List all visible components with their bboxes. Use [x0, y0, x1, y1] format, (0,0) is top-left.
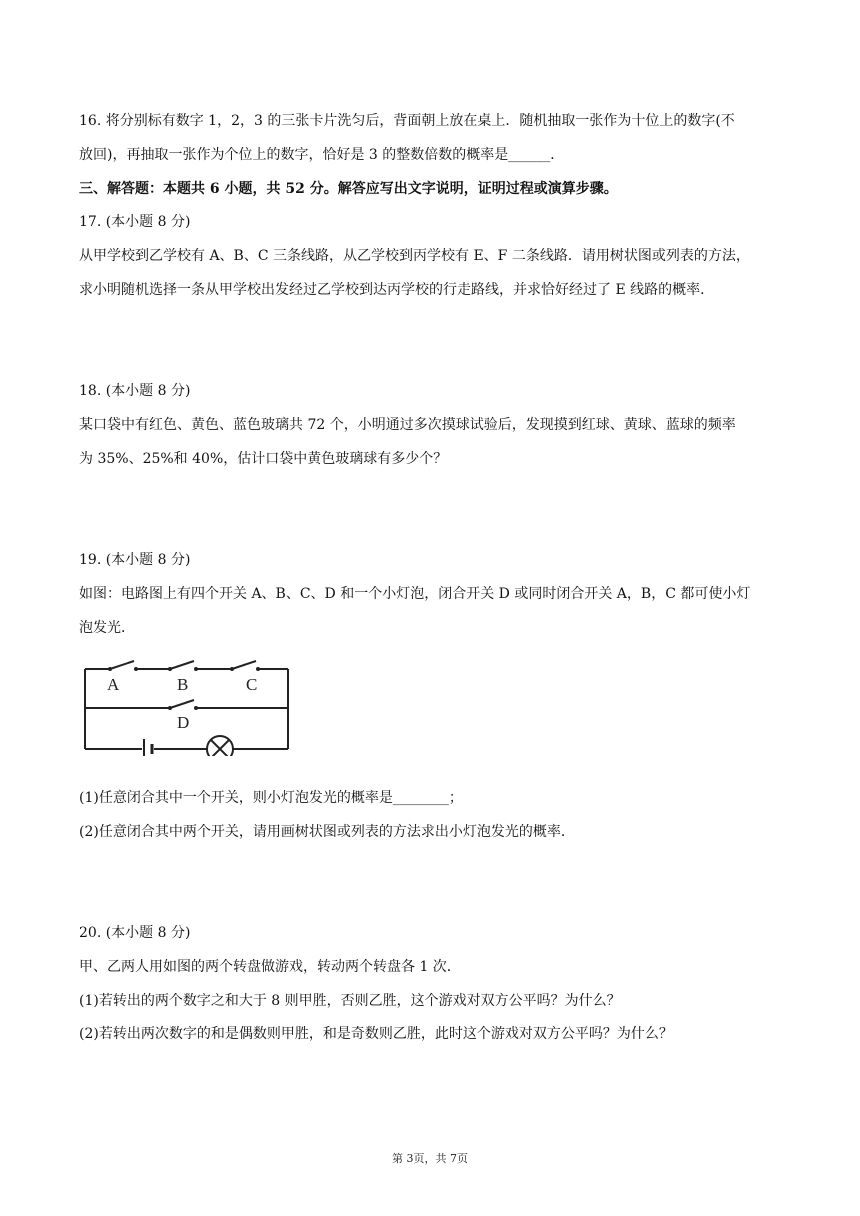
q20-sub-1: (1)若转出的两个数字之和大于 8 则甲胜，否则乙胜，这个游戏对双方公平吗？为什么？: [79, 993, 621, 1009]
switch-a-label: A: [107, 675, 120, 694]
q19-header: 19. (本小题 8 分): [79, 552, 191, 568]
q18-line-1: 某口袋中有红色、黄色、蓝色玻璃共 72 个，小明通过多次摸球试验后，发现摸到红球、黄球、蓝球的频率: [79, 417, 736, 433]
switch-d-label: D: [177, 713, 190, 732]
q16-line-1: 16. 将分别标有数字 1，2，3 的三张卡片洗匀后，背面朝上放在桌上．随机抽取一张作为十位上的数字(不: [79, 113, 735, 129]
q19-sub-2: (2)任意闭合其中两个开关，请用画树状图或列表的方法求出小灯泡发光的概率．: [79, 824, 575, 840]
q19-sub-1: (1)任意闭合其中一个开关，则小灯泡发光的概率是________；: [79, 790, 463, 806]
switch-a-blade: [110, 661, 134, 669]
switch-b-blade: [170, 661, 194, 669]
q20-header: 20. (本小题 8 分): [79, 925, 191, 941]
circuit-diagram: [76, 656, 296, 756]
page-footer: 第 3页，共 7页: [392, 1152, 468, 1165]
q17-line-1: 从甲学校到乙学校有 A、B、C 三条线路，从乙学校到丙学校有 E、F 二条线路．请用树状图或列表的方法，: [79, 248, 750, 264]
q19-line-1: 如图：电路图上有四个开关 A、B、C、D 和一个小灯泡，闭合开关 D 或同时闭合开关 A，B，C 都可使小灯: [79, 586, 751, 602]
switch-d-blade: [170, 700, 194, 708]
q18-line-2: 为 35%、25%和 40%，估计口袋中黄色玻璃球有多少个？: [79, 451, 448, 467]
q16-line-2: 放回)，再抽取一张作为个位上的数字，恰好是 3 的整数倍数的概率是______．: [79, 147, 565, 163]
battery-symbol: [144, 739, 152, 756]
q19-line-2: 泡发光．: [79, 620, 135, 636]
switch-c-blade: [232, 661, 256, 669]
q20-line-1: 甲、乙两人用如图的两个转盘做游戏，转动两个转盘各 1 次．: [79, 959, 461, 975]
q17-header: 17. (本小题 8 分): [79, 214, 191, 230]
lamp-symbol: [207, 736, 233, 756]
q17-line-2: 求小明随机选择一条从甲学校出发经过乙学校到达丙学校的行走路线，并求恰好经过了 E 线路的概率．: [79, 282, 715, 298]
q20-sub-2: (2)若转出两次数字的和是偶数则甲胜，和是奇数则乙胜，此时这个游戏对双方公平吗？为什么？: [79, 1026, 673, 1042]
switch-b-label: B: [177, 675, 189, 694]
q18-header: 18. (本小题 8 分): [79, 383, 191, 399]
section-3-heading: 三、解答题：本题共 6 小题，共 52 分。解答应写出文字说明，证明过程或演算步骤。: [79, 181, 618, 197]
switch-c-label: C: [246, 675, 258, 694]
